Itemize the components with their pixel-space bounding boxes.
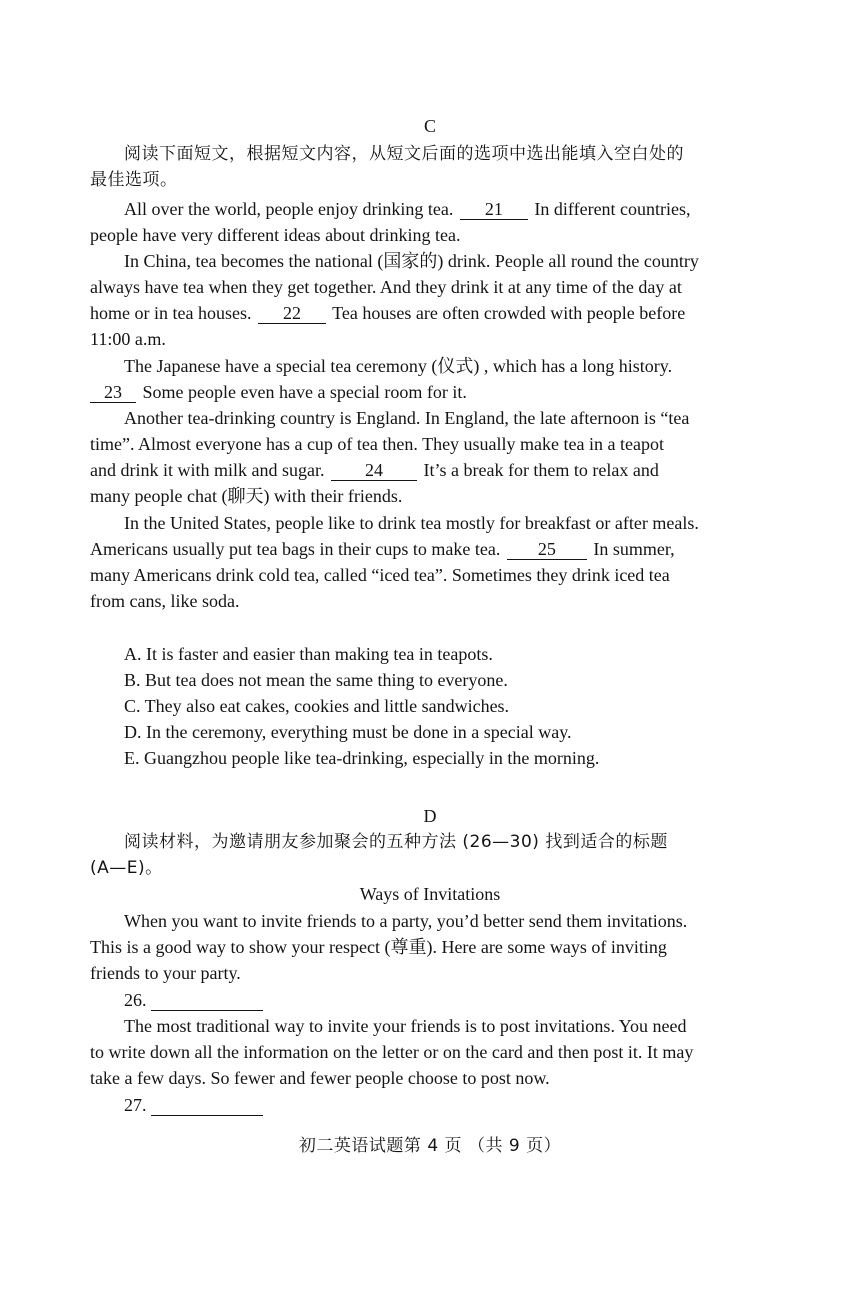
passage-c-para3-line2: 23 Some people even have a special room for it. [90,380,770,404]
blank-22: 22 [258,303,326,324]
option-a: A. It is faster and easier than making tea in teapots. [124,644,493,664]
passage-d-intro-line2: This is a good way to show your respect (尊重). Here are some ways of inviting [90,937,667,957]
section-d-heading: D [423,806,437,826]
passage-c-para2-line3: home or in tea houses. 22 Tea houses are often crowded with people before [90,303,686,323]
item-26-line3: take a few days. So fewer and fewer people choose to post now. [90,1068,550,1088]
blank-24: 24 [331,460,417,481]
passage-c-para4-line3: and drink it with milk and sugar. 24 It’s a break for them to relax and [90,460,659,480]
passage-d-intro-line1: When you want to invite friends to a party, you’d better send them invitations. [124,911,688,931]
blank-25: 25 [507,539,587,560]
blank-26 [151,990,263,1011]
option-c: C. They also eat cakes, cookies and little sandwiches. [124,696,510,716]
blank-21: 21 [460,199,528,220]
section-c-heading: C [423,116,436,136]
section-d-instruction-line1: 阅读材料，为邀请朋友参加聚会的五种方法 (26—30) 找到适合的标题 [124,832,668,852]
passage-c-para1-line2: people have very different ideas about drinking tea. [90,225,461,245]
passage-c-para2-line4: 11:00 a.m. [90,329,166,349]
passage-c-para4-line4: many people chat (聊天) with their friends. [90,486,403,506]
section-c-instruction-line2: 最佳选项。 [90,170,178,190]
option-b: B. But tea does not mean the same thing to everyone. [124,670,508,690]
section-d-instruction-line2: (A—E)。 [90,858,163,878]
passage-c-para2-line1: In China, tea becomes the national (国家的) drink. People all round the country [124,251,699,271]
item-26-line2: to write down all the information on the letter or on the card and then post it. It may [90,1042,694,1062]
page-footer: 初二英语试题第 4 页 （共 9 页） [298,1136,562,1156]
passage-c-para3-line1: The Japanese have a special tea ceremony (仪式) , which has a long history. [124,356,673,376]
item-27: 27. [124,1093,770,1117]
option-d: D. In the ceremony, everything must be done in a special way. [124,722,572,742]
passage-c-para4-line2: time”. Almost everyone has a cup of tea then. They usually make tea in a teapot [90,434,664,454]
blank-23: 23 [90,382,136,403]
passage-c-para2-line2: always have tea when they get together. And they drink it at any time of the day at [90,277,682,297]
passage-d-intro-line3: friends to your party. [90,963,241,983]
passage-c-para1-line1: All over the world, people enjoy drinking tea. 21 In different countries, [124,199,691,219]
passage-c-para5-line1: In the United States, people like to drink tea mostly for breakfast or after meals. [124,513,699,533]
passage-c-para5-line3: many Americans drink cold tea, called “iced tea”. Sometimes they drink iced tea [90,565,670,585]
blank-27 [151,1095,263,1116]
item-26-line1: The most traditional way to invite your friends is to post invitations. You need [124,1016,687,1036]
passage-c-para5-line4: from cans, like soda. [90,591,240,611]
passage-c-para4-line1: Another tea-drinking country is England. In England, the late afternoon is “tea [124,408,690,428]
passage-c-para5-line2: Americans usually put tea bags in their cups to make tea. 25 In summer, [90,539,675,559]
item-26: 26. [124,988,770,1012]
passage-d-title: Ways of Invitations [359,884,501,904]
option-e: E. Guangzhou people like tea-drinking, especially in the morning. [124,748,600,768]
section-c-instruction-line1: 阅读下面短文，根据短文内容，从短文后面的选项中选出能填入空白处的 [124,144,684,164]
